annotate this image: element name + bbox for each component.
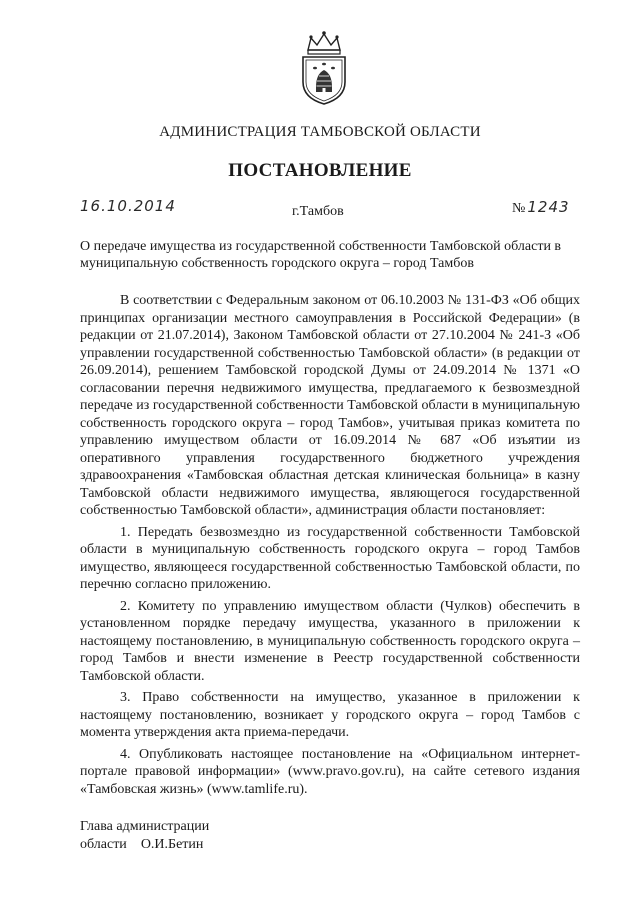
document-subject: О передаче имущества из государственной собственности Тамбовской области в муниципальную собственность городского округа – город Тамбов (80, 239, 562, 271)
preamble-paragraph: В соответствии с Федеральным законом от 06.10.2003 № 131-ФЗ «Об общих принципах организации местного самоуправления в Российской Федерации» (в редакции от 21.07.2014), Законом Тамбовской области от 27.10.2004 № 241-З «Об управлении государственной собственностью Тамбовской области» (в редакции от 26.09.2014), решением Тамбовской городской Думы от 24.09.2014 № 1371 «О согласовании перечня недвижимого имущества, предлагаемого к безвозмездной передаче из государственной собственности Тамбовской области в муниципальную собственность городского округа – город Тамбов», учитывая приказ комитета по управлению имуществом области от 16.09.2014 № 687 «Об изъятии из оперативного управления государственного бюджетного учреждения здравоохранения «Тамбовская областная детская клиническая больница» в казну Тамбовской области недвижимого имущества, являющегося государственной собственностью Тамбовской области», администрация области постановляет: (80, 293, 580, 518)
document-number (512, 198, 570, 217)
document-date: 16.10.2014 (80, 197, 176, 215)
clause-paragraph: 4. Опубликовать настоящее постановление на «Официальном интернет-портале правовой информации» (www.pravo.gov.ru), на сайте сетевого издания «Тамбовская жизнь» (www.tamlife.ru). (80, 746, 580, 797)
document-city: г.Тамбов (292, 204, 344, 219)
clause-paragraph: 2. Комитету по управлению имуществом области (Чулков) обеспечить в установленном порядке передачу имущества, указанного в приложении к настоящему постановлению, в муниципальную собственность городского округа – город Тамбов и внести изменение в Реестр государственной собственности Тамбовской области. (80, 598, 580, 684)
document-type-title: ПОСТАНОВЛЕНИЕ (228, 160, 412, 181)
clause-paragraph: 3. Право собственности на имущество, указанное в приложении к настоящему постановлению, возникает у городского округа – город Тамбов с момента утверждения акта приема-передачи. (80, 690, 580, 740)
clause-paragraph: 1. Передать безвозмездно из государственной собственности Тамбовской области в муниципальную собственность городского округа – город Тамбов имущество, являющееся государственной собственностью Тамбовской области, по перечню согласно приложению. (80, 524, 580, 592)
organization-name: АДМИНИСТРАЦИЯ ТАМБОВСКОЙ ОБЛАСТИ (159, 124, 481, 140)
tambov-coat-of-arms-icon (295, 30, 353, 106)
signature-block (80, 818, 209, 853)
signatory-title-line1: Глава администрации (80, 819, 210, 834)
number-value: 1243 (527, 198, 570, 216)
document-body (80, 292, 580, 802)
signatory-name: О.И.Бетин (140, 836, 204, 852)
signatory-title-line2: области (80, 836, 127, 852)
number-sign: № (512, 201, 526, 216)
